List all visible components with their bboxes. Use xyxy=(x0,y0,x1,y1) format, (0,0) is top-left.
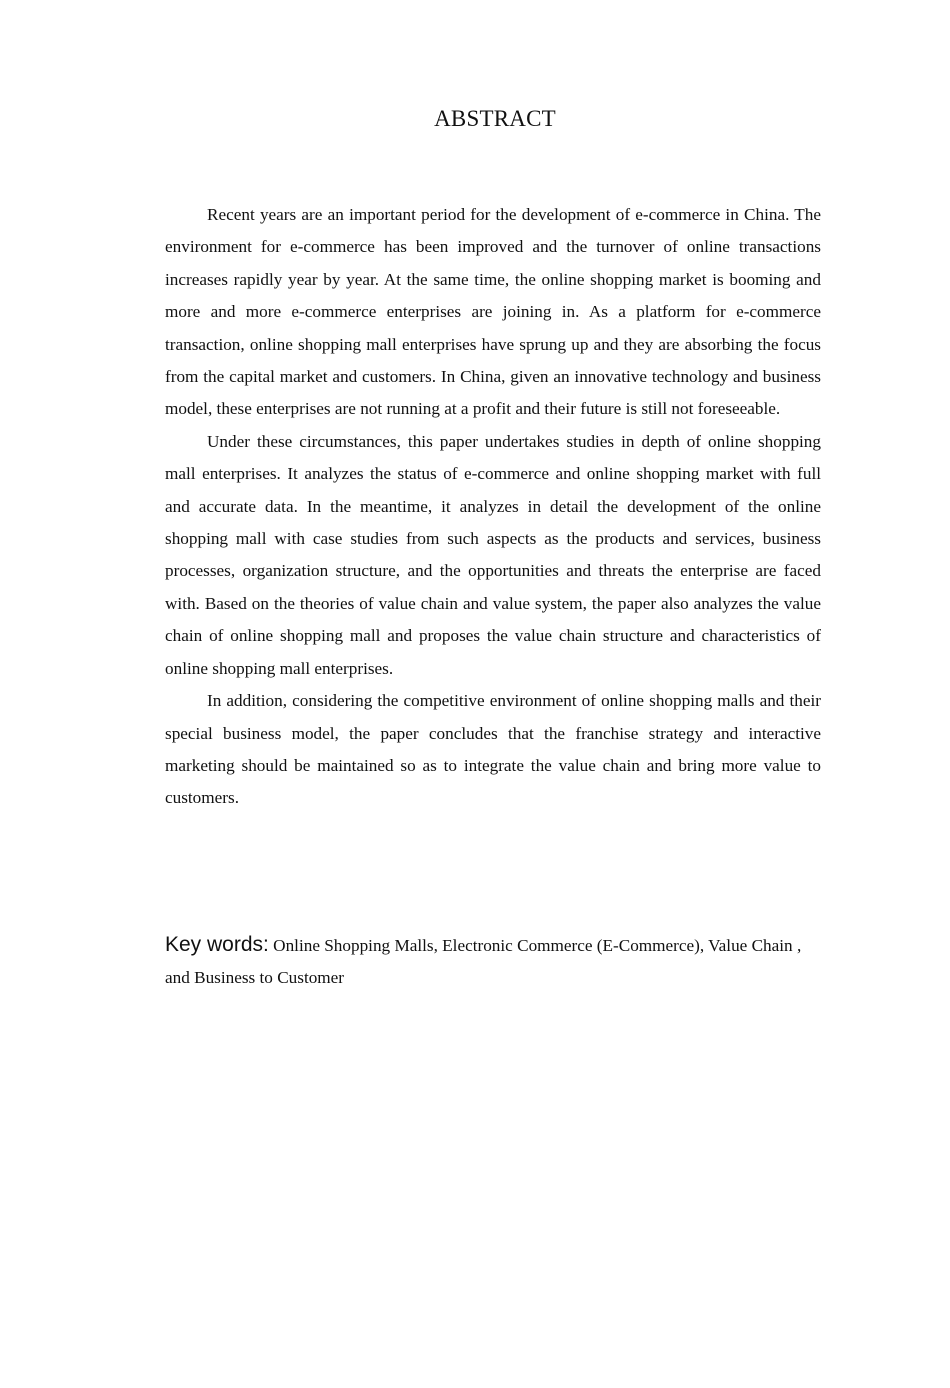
abstract-title: ABSTRACT xyxy=(434,106,556,131)
abstract-paragraph-2: Under these circumstances, this paper undertakes studies in depth of online shopping mall enterprises. It analyzes the status of e-commerce and online shopping market with full and accurate data. In the meantime, it analyzes in detail the development of the online shopping mall with case studies from such aspects as the products and services, business processes, organization structure, and the opportunities and threats the enterprise are faced with. Based on the theories of value chain and value system, the paper also analyzes the value chain of online shopping mall and proposes the value chain structure and characteristics of online shopping mall enterprises. xyxy=(165,431,821,678)
keywords-text: Online Shopping Malls, Electronic Commerce (E-Commerce), Value Chain , and Business to Customer xyxy=(165,936,802,987)
keywords-label: Key words: xyxy=(165,933,269,956)
abstract-paragraph-1: Recent years are an important period for the development of e-commerce in China. The environment for e-commerce has been improved and the turnover of online transactions increases rapidly year by year. At the same time, the online shopping market is booming and more and more e-commerce enterprises are joining in. As a platform for e-commerce transaction, online shopping mall enterprises have sprung up and they are absorbing the focus from the capital market and customers. In China, given an innovative technology and business model, these enterprises are not running at a profit and their future is still not foreseeable. xyxy=(165,205,821,419)
abstract-body xyxy=(165,199,821,815)
abstract-paragraph-3: In addition, considering the competitive environment of online shopping malls and their special business model, the paper concludes that the franchise strategy and interactive marketing should be maintained so as to integrate the value chain and bring more value to customers. xyxy=(165,691,821,808)
keywords-line xyxy=(165,929,821,994)
